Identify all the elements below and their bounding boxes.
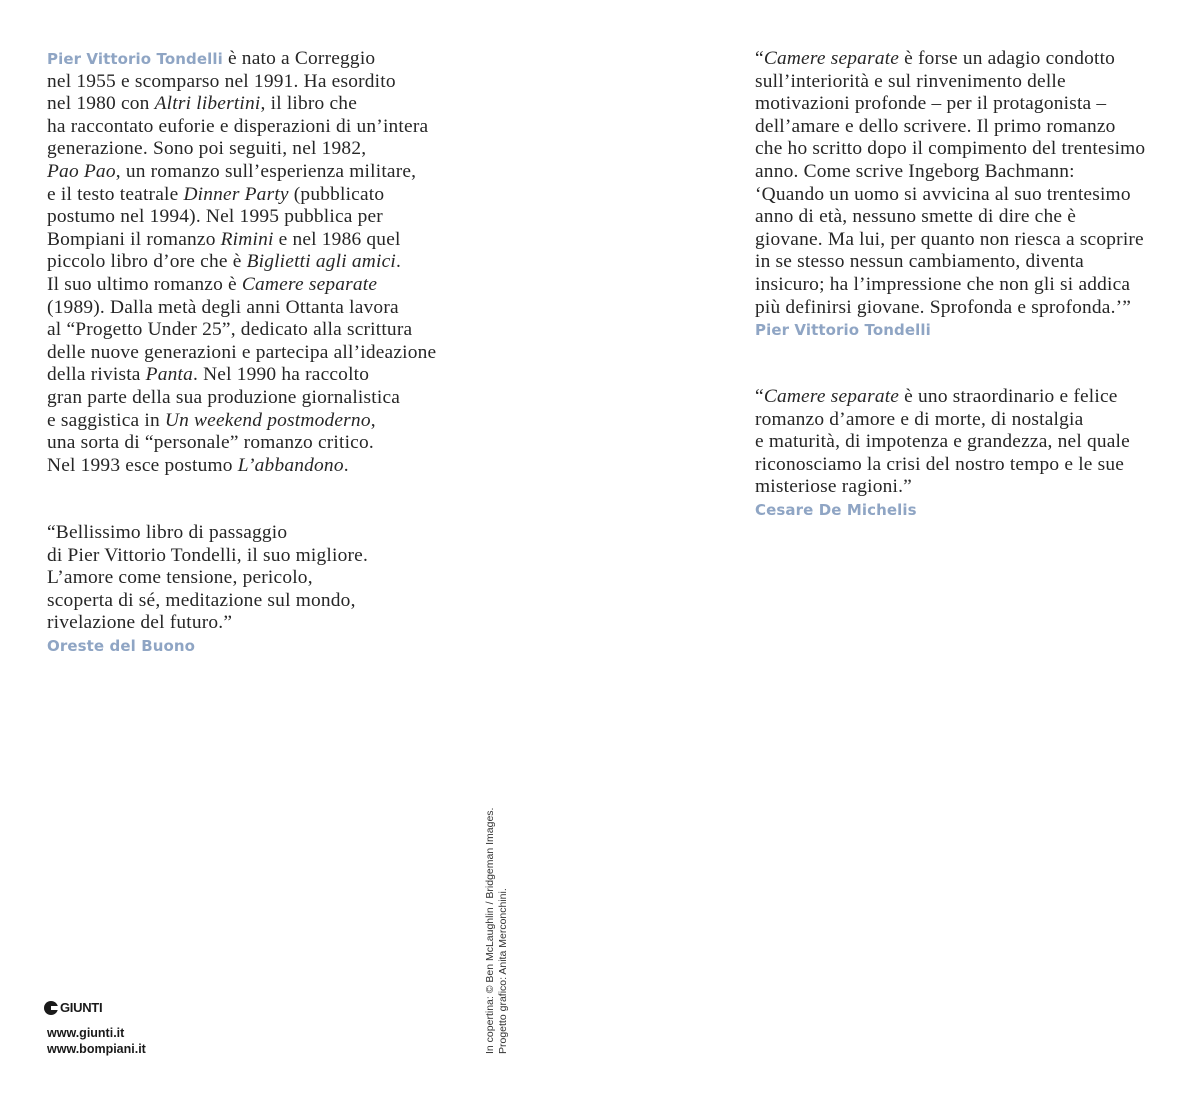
text-segment: (1989). Dalla metà degli anni Ottanta lavora bbox=[47, 296, 399, 318]
quote-odb-author: Oreste del Buono bbox=[47, 636, 196, 655]
text-line bbox=[755, 229, 1145, 252]
text-segment: è uno straordinario e felice bbox=[899, 386, 1118, 407]
text-segment: e saggistica in bbox=[47, 409, 165, 431]
text-line bbox=[47, 71, 436, 94]
publisher-websites bbox=[47, 1025, 146, 1057]
text-segment: gran parte della sua produzione giornalistica bbox=[47, 386, 401, 408]
text-segment: nel 1980 con bbox=[47, 93, 155, 115]
text-line bbox=[755, 476, 1130, 499]
text-segment: rivelazione del futuro.” bbox=[47, 612, 233, 634]
text-segment: anno di età, nessuno smette di dire che è bbox=[755, 206, 1077, 228]
text-segment: al “Progetto Under 25”, dedicato alla scrittura bbox=[47, 319, 413, 341]
text-line bbox=[755, 138, 1145, 161]
text-segment: Il suo ultimo romanzo è bbox=[47, 273, 242, 295]
text-segment: in se stesso nessun cambiamento, diventa bbox=[755, 251, 1084, 273]
text-segment: ha raccontato euforie e disperazioni di un’intera bbox=[47, 115, 429, 137]
text-line bbox=[755, 297, 1145, 320]
quote-cdm-author: Cesare De Michelis bbox=[755, 500, 917, 519]
italic-title: Altri libertini bbox=[154, 93, 261, 115]
quote-pier-vittorio-tondelli bbox=[755, 48, 1145, 342]
text-segment: è nato a Correggio bbox=[222, 48, 376, 69]
text-segment: che ho scritto dopo il compimento del trentesimo bbox=[755, 138, 1146, 160]
text-line bbox=[755, 454, 1130, 477]
text-segment: insicuro; ha l’impressione che non gli si addica bbox=[755, 273, 1131, 295]
text-line bbox=[47, 184, 436, 207]
text-line bbox=[47, 206, 436, 229]
text-segment: . bbox=[343, 454, 349, 476]
text-line bbox=[47, 455, 436, 478]
text-line bbox=[755, 386, 1130, 409]
text-segment: L’amore come tensione, pericolo, bbox=[47, 567, 313, 589]
text-line bbox=[47, 229, 436, 252]
text-segment: della rivista bbox=[47, 364, 146, 386]
text-segment: più definirsi giovane. Sprofonda e sprofonda.’” bbox=[755, 296, 1132, 318]
text-segment: “Bellissimo libro di passaggio bbox=[47, 522, 288, 543]
text-segment: , il libro che bbox=[260, 93, 358, 115]
text-segment: è forse un adagio condotto bbox=[899, 48, 1116, 69]
cover-credits bbox=[484, 807, 510, 1054]
text-segment: Nel 1993 esce postumo bbox=[47, 454, 238, 476]
text-segment: delle nuove generazioni e partecipa all’ideazione bbox=[47, 341, 437, 363]
text-segment: Bompiani il romanzo bbox=[47, 228, 221, 250]
text-segment: e maturità, di impotenza e grandezza, nel quale bbox=[755, 431, 1130, 453]
text-line bbox=[755, 409, 1130, 432]
text-line bbox=[755, 206, 1145, 229]
text-line bbox=[755, 116, 1145, 139]
text-line bbox=[755, 274, 1145, 297]
text-line bbox=[47, 545, 368, 568]
text-line bbox=[755, 71, 1145, 94]
quote-cesare-de-michelis bbox=[755, 386, 1130, 522]
bio-author-name: Pier Vittorio Tondelli bbox=[47, 50, 223, 68]
italic-title: Dinner Party bbox=[183, 183, 289, 205]
quote-cdm-lines bbox=[755, 386, 1130, 499]
text-line bbox=[755, 251, 1145, 274]
bio-first-line-rest bbox=[223, 48, 375, 69]
text-segment: , un romanzo sull’esperienza militare, bbox=[115, 160, 417, 182]
text-segment: generazione. Sono poi seguiti, nel 1982, bbox=[47, 138, 367, 160]
text-segment: , bbox=[370, 409, 376, 431]
author-bio bbox=[47, 48, 436, 477]
text-line bbox=[47, 274, 436, 297]
text-segment: misteriose ragioni.” bbox=[755, 476, 912, 498]
website-giunti: www.giunti.it bbox=[47, 1026, 125, 1040]
italic-title: L’abbandono bbox=[237, 454, 344, 476]
text-line bbox=[47, 319, 436, 342]
text-segment: ‘Quando un uomo si avvicina al suo trentesimo bbox=[755, 183, 1131, 205]
giunti-g-icon bbox=[44, 1001, 58, 1015]
text-segment: postumo nel 1994). Nel 1995 pubblica per bbox=[47, 206, 383, 228]
text-line bbox=[47, 116, 436, 139]
text-segment: “ bbox=[755, 48, 764, 69]
text-line bbox=[755, 161, 1145, 184]
text-segment: una sorta di “personale” romanzo critico. bbox=[47, 432, 374, 454]
text-segment: scoperta di sé, meditazione sul mondo, bbox=[47, 589, 356, 611]
text-line bbox=[755, 431, 1130, 454]
text-line bbox=[47, 364, 436, 387]
text-line bbox=[47, 410, 436, 433]
text-line bbox=[755, 184, 1145, 207]
text-line bbox=[47, 567, 368, 590]
text-segment: e nel 1986 quel bbox=[273, 228, 401, 250]
italic-title: Panta bbox=[145, 364, 193, 386]
italic-title: Un weekend postmoderno bbox=[164, 409, 371, 431]
italic-title: Camere separate bbox=[763, 48, 900, 69]
text-segment: . bbox=[395, 251, 402, 273]
text-line bbox=[47, 522, 368, 545]
text-line bbox=[755, 93, 1145, 116]
bio-lines bbox=[47, 71, 436, 478]
quote-odb-lines bbox=[47, 522, 368, 635]
text-segment: giovane. Ma lui, per quanto non riesca a scoprire bbox=[755, 228, 1144, 250]
text-segment: . Nel 1990 ha raccolto bbox=[192, 364, 370, 386]
credit-graphic-design: Progetto grafico: Anita Merconchini. bbox=[497, 888, 509, 1054]
italic-title: Biglietti agli amici bbox=[246, 251, 396, 273]
italic-title: Pao Pao bbox=[47, 160, 116, 182]
text-segment: e il testo teatrale bbox=[47, 183, 184, 205]
text-line bbox=[47, 342, 436, 365]
text-segment: “ bbox=[755, 386, 764, 407]
text-line bbox=[47, 612, 368, 635]
credit-cover-image: In copertina: © Ben McLaughlin / Bridgeman Images. bbox=[484, 807, 496, 1054]
text-segment: nel 1955 e scomparso nel 1991. Ha esordito bbox=[47, 70, 396, 92]
text-line bbox=[47, 590, 368, 613]
website-bompiani: www.bompiani.it bbox=[47, 1042, 146, 1056]
text-segment: sull’interiorità e sul rinvenimento delle bbox=[755, 70, 1066, 92]
quote-pvt-author: Pier Vittorio Tondelli bbox=[755, 321, 931, 340]
text-line bbox=[47, 297, 436, 320]
text-segment: di Pier Vittorio Tondelli, il suo migliore. bbox=[47, 544, 368, 566]
text-segment: motivazioni profonde – per il protagonista – bbox=[755, 93, 1107, 115]
quote-oreste-del-buono bbox=[47, 522, 368, 658]
text-segment: riconosciamo la crisi del nostro tempo e le sue bbox=[755, 453, 1125, 475]
italic-title: Rimini bbox=[220, 228, 274, 250]
bio-first-line bbox=[47, 48, 436, 71]
text-segment: romanzo d’amore e di morte, di nostalgia bbox=[755, 408, 1084, 430]
text-line bbox=[47, 138, 436, 161]
text-line bbox=[47, 93, 436, 116]
text-line bbox=[755, 48, 1145, 71]
text-segment: (pubblicato bbox=[288, 183, 385, 205]
text-line bbox=[47, 251, 436, 274]
publisher-logo bbox=[44, 1000, 102, 1015]
italic-title: Camere separate bbox=[763, 386, 900, 407]
text-segment: dell’amare e dello scrivere. Il primo romanzo bbox=[755, 115, 1116, 137]
text-line bbox=[47, 387, 436, 410]
publisher-logo-text: GIUNTI bbox=[60, 1000, 103, 1015]
quote-pvt-lines bbox=[755, 48, 1145, 319]
text-segment: piccolo libro d’ore che è bbox=[47, 251, 247, 273]
text-segment: anno. Come scrive Ingeborg Bachmann: bbox=[755, 160, 1075, 182]
text-line bbox=[47, 161, 436, 184]
italic-title: Camere separate bbox=[241, 273, 378, 295]
text-line bbox=[47, 432, 436, 455]
